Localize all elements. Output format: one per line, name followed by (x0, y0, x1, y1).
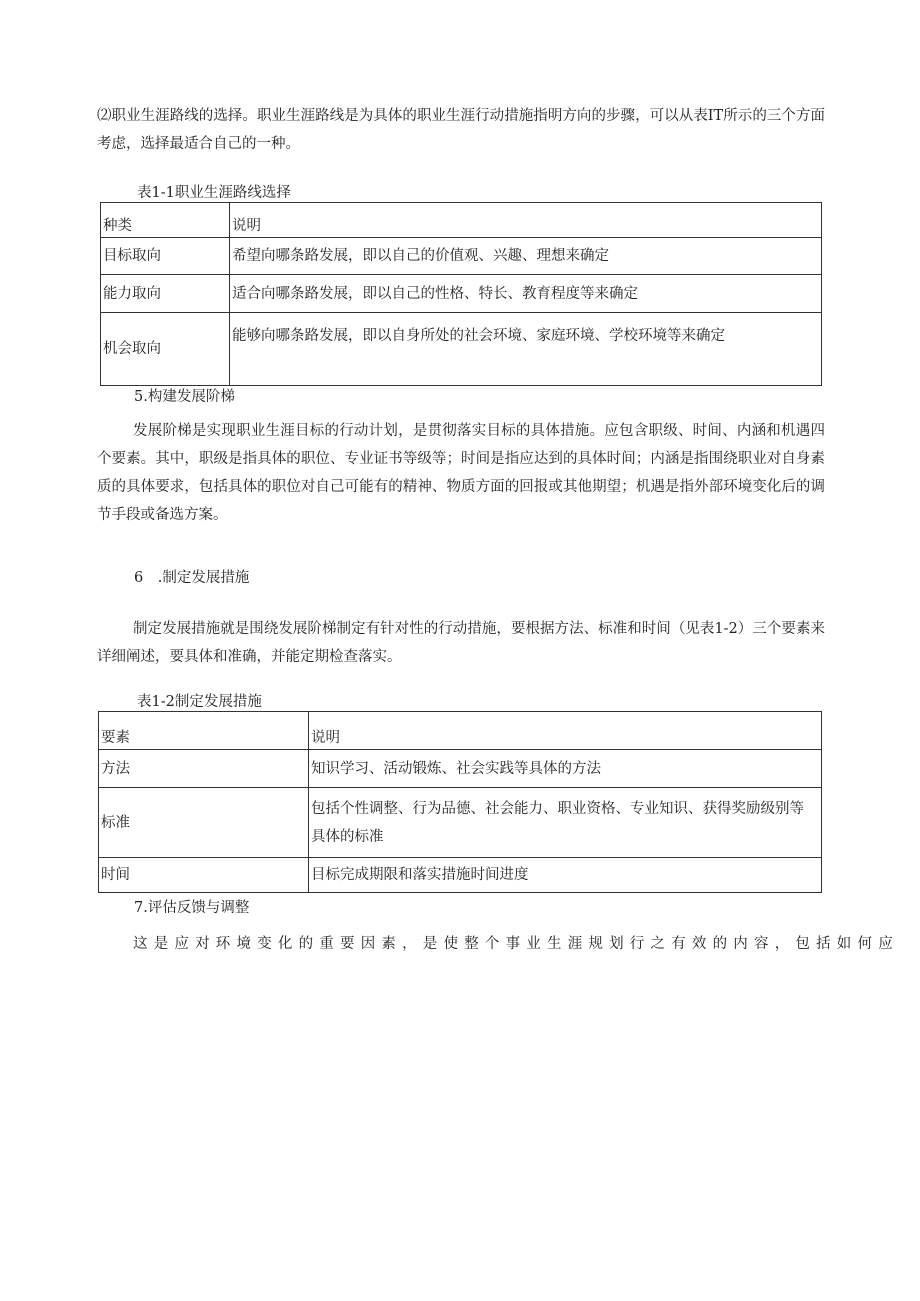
table2-cell-desc: 包括个性调整、行为品德、社会能力、职业资格、专业知识、获得奖励级别等具体的标准 (309, 788, 822, 858)
table1-caption: 表1-1职业生涯路线选择 (137, 185, 291, 201)
table1-cell-type: 机会取向 (101, 313, 230, 386)
section5-heading: 5.构建发展阶梯 (134, 389, 235, 405)
table2-cell-type: 时间 (99, 858, 309, 893)
table2-cell-desc: 目标完成期限和落实措施时间进度 (309, 858, 822, 893)
table1-cell-desc: 希望向哪条路发展，即以自己的价值观、兴趣、理想来确定 (230, 238, 822, 275)
section7-paragraph: 这是应对环境变化的重要因素，是使整个事业生涯规划行之有效的内容，包括如何应 (133, 936, 899, 952)
table2-cell-type: 标准 (99, 788, 309, 858)
table1-cell-type: 能力取向 (101, 275, 230, 313)
section6-paragraph: 制定发展措施就是围绕发展阶梯制定有针对性的行动措施，要根据方法、标准和时间（见表1-2）三个要素来详细阐述，要具体和准确，并能定期检查落实。 (97, 621, 825, 665)
table-row (99, 750, 822, 788)
table1-cell-type: 目标取向 (101, 238, 230, 275)
table2-caption: 表1-2制定发展措施 (137, 694, 262, 710)
table1 (100, 202, 822, 386)
table1-cell-desc: 能够向哪条路发展，即以自身所处的社会环境、家庭环境、学校环境等来确定 (230, 313, 822, 386)
table-row (101, 238, 822, 275)
section7-heading: 7.评估反馈与调整 (134, 900, 250, 916)
table-row (101, 275, 822, 313)
table1-header-type: 种类 (101, 203, 230, 238)
section6-heading: 6 .制定发展措施 (134, 570, 250, 586)
table2-header-row (99, 712, 822, 750)
table-row (99, 788, 822, 858)
table1-header-row (101, 203, 822, 238)
table-row (99, 858, 822, 893)
table2-header-type: 要素 (99, 712, 309, 750)
intro-paragraph: ⑵职业生涯路线的选择。职业生涯路线是为具体的职业生涯行动措施指明方向的步骤，可以从表IT所示的三个方面考虑，选择最适合自己的一种。 (97, 108, 825, 152)
table1-cell-desc: 适合向哪条路发展，即以自己的性格、特长、教育程度等来确定 (230, 275, 822, 313)
table2-cell-type: 方法 (99, 750, 309, 788)
table2 (98, 711, 822, 893)
table2-header-desc: 说明 (309, 712, 822, 750)
table1-header-desc: 说明 (230, 203, 822, 238)
table-row (101, 313, 822, 386)
table2-cell-desc: 知识学习、活动锻炼、社会实践等具体的方法 (309, 750, 822, 788)
section5-paragraph: 发展阶梯是实现职业生涯目标的行动计划，是贯彻落实目标的具体措施。应包含职级、时间、内涵和机遇四个要素。其中，职级是指具体的职位、专业证书等级等；时间是指应达到的具体时间；内涵是指围绕职业对自身素质的具体要求，包括具体的职位对自己可能有的精神、物质方面的回报或其他期望；机遇是指外部环境变化后的调节手段或备选方案。 (97, 423, 825, 523)
